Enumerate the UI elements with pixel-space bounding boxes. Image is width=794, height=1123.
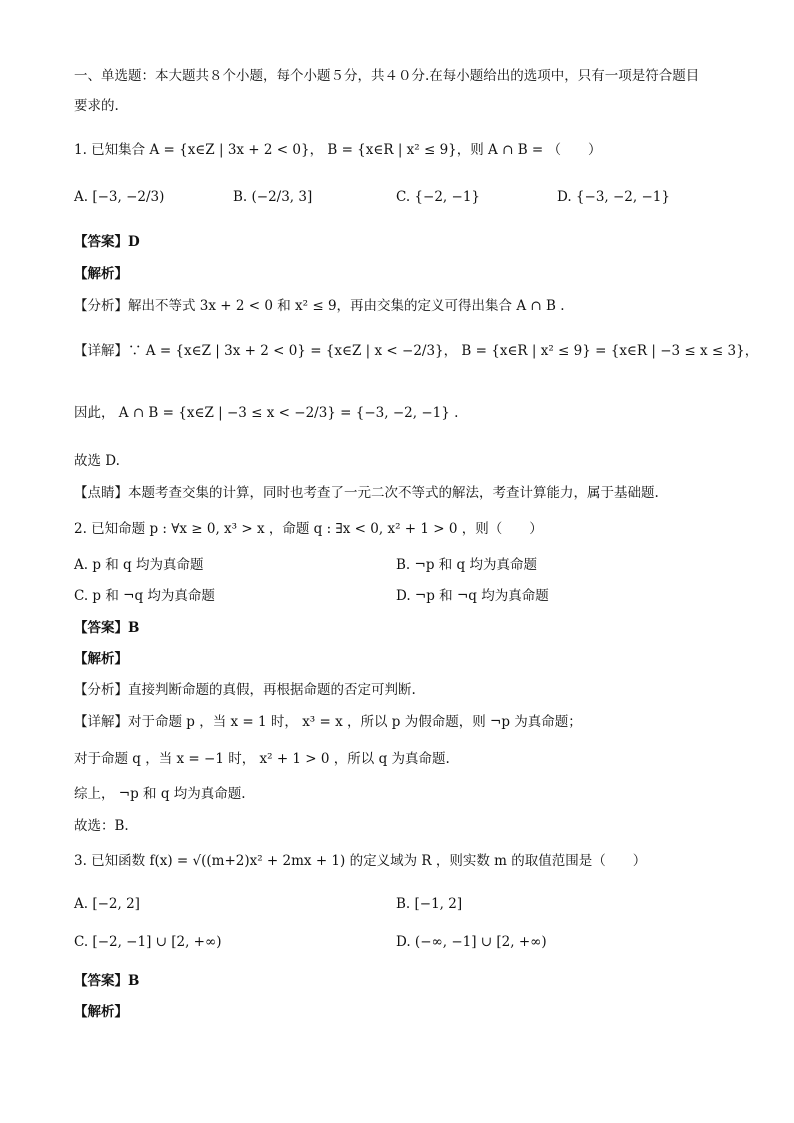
q2-fenxi: 【分析】直接判断命题的真假，再根据命题的否定可判断. bbox=[74, 682, 416, 698]
q3-answer: 【答案】B bbox=[74, 973, 140, 989]
q1-dianjing: 【点睛】本题考查交集的计算，同时也考查了一元二次不等式的解法，考查计算能力，属于基础题. bbox=[74, 485, 659, 501]
q3-stem: 3. 已知函数 f(x) = √((m+2)x² + 2mx + 1) 的定义域为 R ，则实数 m 的取值范围是（ ） bbox=[74, 853, 647, 869]
q1-answer: 【答案】D bbox=[74, 234, 140, 250]
q1-option-b: B. (−2/3, 3] bbox=[233, 189, 313, 205]
q1-fenxi: 【分析】解出不等式 3x + 2 < 0 和 x² ≤ 9，再由交集的定义可得出集合 A ∩ B . bbox=[74, 298, 565, 314]
q2-option-c: C. p 和 ¬q 均为真命题 bbox=[74, 588, 215, 604]
q2-detail-line2: 对于命题 q ，当 x = −1 时， x² + 1 > 0 ，所以 q 为真命题. bbox=[74, 751, 450, 767]
q2-summary: 综上， ¬p 和 q 均为真命题. bbox=[74, 786, 246, 802]
q2-choose: 故选：B. bbox=[74, 818, 129, 834]
q3-analysis-label: 【解析】 bbox=[74, 1004, 128, 1020]
q1-analysis-label: 【解析】 bbox=[74, 266, 128, 282]
q3-option-b: B. [−1, 2] bbox=[396, 896, 463, 912]
q2-option-b: B. ¬p 和 q 均为真命题 bbox=[396, 557, 537, 573]
q2-stem: 2. 已知命题 p : ∀x ≥ 0, x³ > x ，命题 q : ∃x < 0, x² + 1 > 0 ，则（ ） bbox=[74, 521, 543, 537]
q1-xiangjie: 【详解】∵ A = {x∈Z | 3x + 2 < 0} = {x∈Z | x < −2/3}， B = {x∈R | x² ≤ 9} = {x∈R | −3 ≤ x ≤ 3}， bbox=[74, 343, 759, 359]
q3-option-a: A. [−2, 2] bbox=[74, 896, 140, 912]
q2-analysis-label: 【解析】 bbox=[74, 651, 128, 667]
q1-therefore: 因此， A ∩ B = {x∈Z | −3 ≤ x < −2/3} = {−3, −2, −1} . bbox=[74, 405, 459, 421]
section-header-line2: 要求的. bbox=[74, 98, 119, 114]
q3-option-c: C. [−2, −1] ∪ [2, +∞) bbox=[74, 934, 222, 950]
q2-option-a: A. p 和 q 均为真命题 bbox=[74, 557, 204, 573]
q3-option-d: D. (−∞, −1] ∪ [2, +∞) bbox=[396, 934, 547, 950]
q1-option-d: D. {−3, −2, −1} bbox=[557, 189, 670, 205]
section-header-line1: 一、单选题：本大题共８个小题，每个小题５分，共４０分.在每小题给出的选项中，只有一项是符合题目 bbox=[74, 68, 700, 84]
q1-option-c: C. {−2, −1} bbox=[396, 189, 480, 205]
q2-answer: 【答案】B bbox=[74, 620, 140, 636]
q2-xiangjie: 【详解】对于命题 p ，当 x = 1 时， x³ = x ，所以 p 为假命题，则 ¬p 为真命题； bbox=[74, 714, 582, 730]
q1-option-a: A. [−3, −2/3) bbox=[74, 189, 165, 205]
q1-choose: 故选 D. bbox=[74, 453, 120, 469]
q1-stem: 1. 已知集合 A = {x∈Z | 3x + 2 < 0}， B = {x∈R | x² ≤ 9}，则 A ∩ B = （ ） bbox=[74, 142, 602, 158]
q2-option-d: D. ¬p 和 ¬q 均为真命题 bbox=[396, 588, 549, 604]
